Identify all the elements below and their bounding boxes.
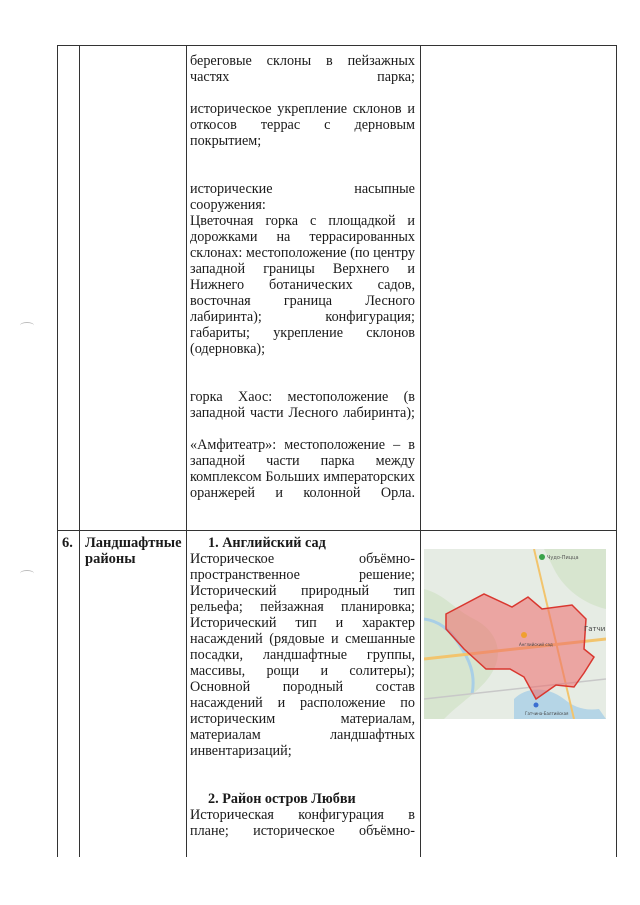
paragraph: береговые склоны в пейзажных частях парка; [190,53,415,85]
scan-mark [20,570,34,577]
scan-mark [20,322,34,329]
map-label-station: Гатчина-Балтийская [525,711,569,716]
paragraph: Цветочная горка с площадкой и дорожками на террасированных склонах: местоположение (по центру западной границы Верхнего и Нижнего ботанических садов, восточная граница Лесного лабиринта); конфигурация; габариты; укрепление склонов (одерновка); [190,213,415,357]
list-item: Историческое объёмно-пространственное решение; [190,551,415,583]
paragraph: «Амфитеатр»: местоположение – в западной части парка между комплексом Больших императорских оранжерей и колонной Орла. [190,437,415,501]
table-border-right [616,45,617,857]
map-svg [424,549,606,719]
cell-text-row6 [190,535,415,839]
section-title: 1. Английский сад [208,535,326,551]
park-map-image [424,549,606,719]
map-label-right: Гатчи [584,625,606,633]
paragraph: горка Хаос: местоположение (в западной части Лесного лабиринта); [190,389,415,421]
row-category: Ландшафтные районы [85,535,182,567]
paragraph: исторические насыпные сооружения: [190,181,415,213]
list-item: Исторический тип и характер насаждений (рядовые и смешанные посадки, ландшафтные группы, массивы, рощи и солитеры); [190,615,415,679]
table-col-divider [79,45,80,857]
row-divider [57,530,617,531]
table-border-left [57,45,58,857]
cell-text-continued [190,53,415,501]
list-item: Основной породный состав насаждений и расположение по историческим материалам, материалам ландшафтных инвентаризаций; [190,679,415,759]
section-title: 2. Район остров Любви [208,791,356,807]
row-number: 6. [62,535,73,551]
map-label-top: Чудо-Пицца [547,555,579,561]
map-label-park: Английский сад [519,642,553,647]
paragraph: историческое укрепление склонов и откосов террас с дерновым покрытием; [190,101,415,149]
list-item: Историческая конфигурация в плане; историческое объёмно- [190,807,415,839]
table-col-divider [186,45,187,857]
table-col-divider [420,45,421,857]
list-item: Исторический природный тип рельефа; пейзажная планировка; [190,583,415,615]
table-top-border [57,45,617,46]
